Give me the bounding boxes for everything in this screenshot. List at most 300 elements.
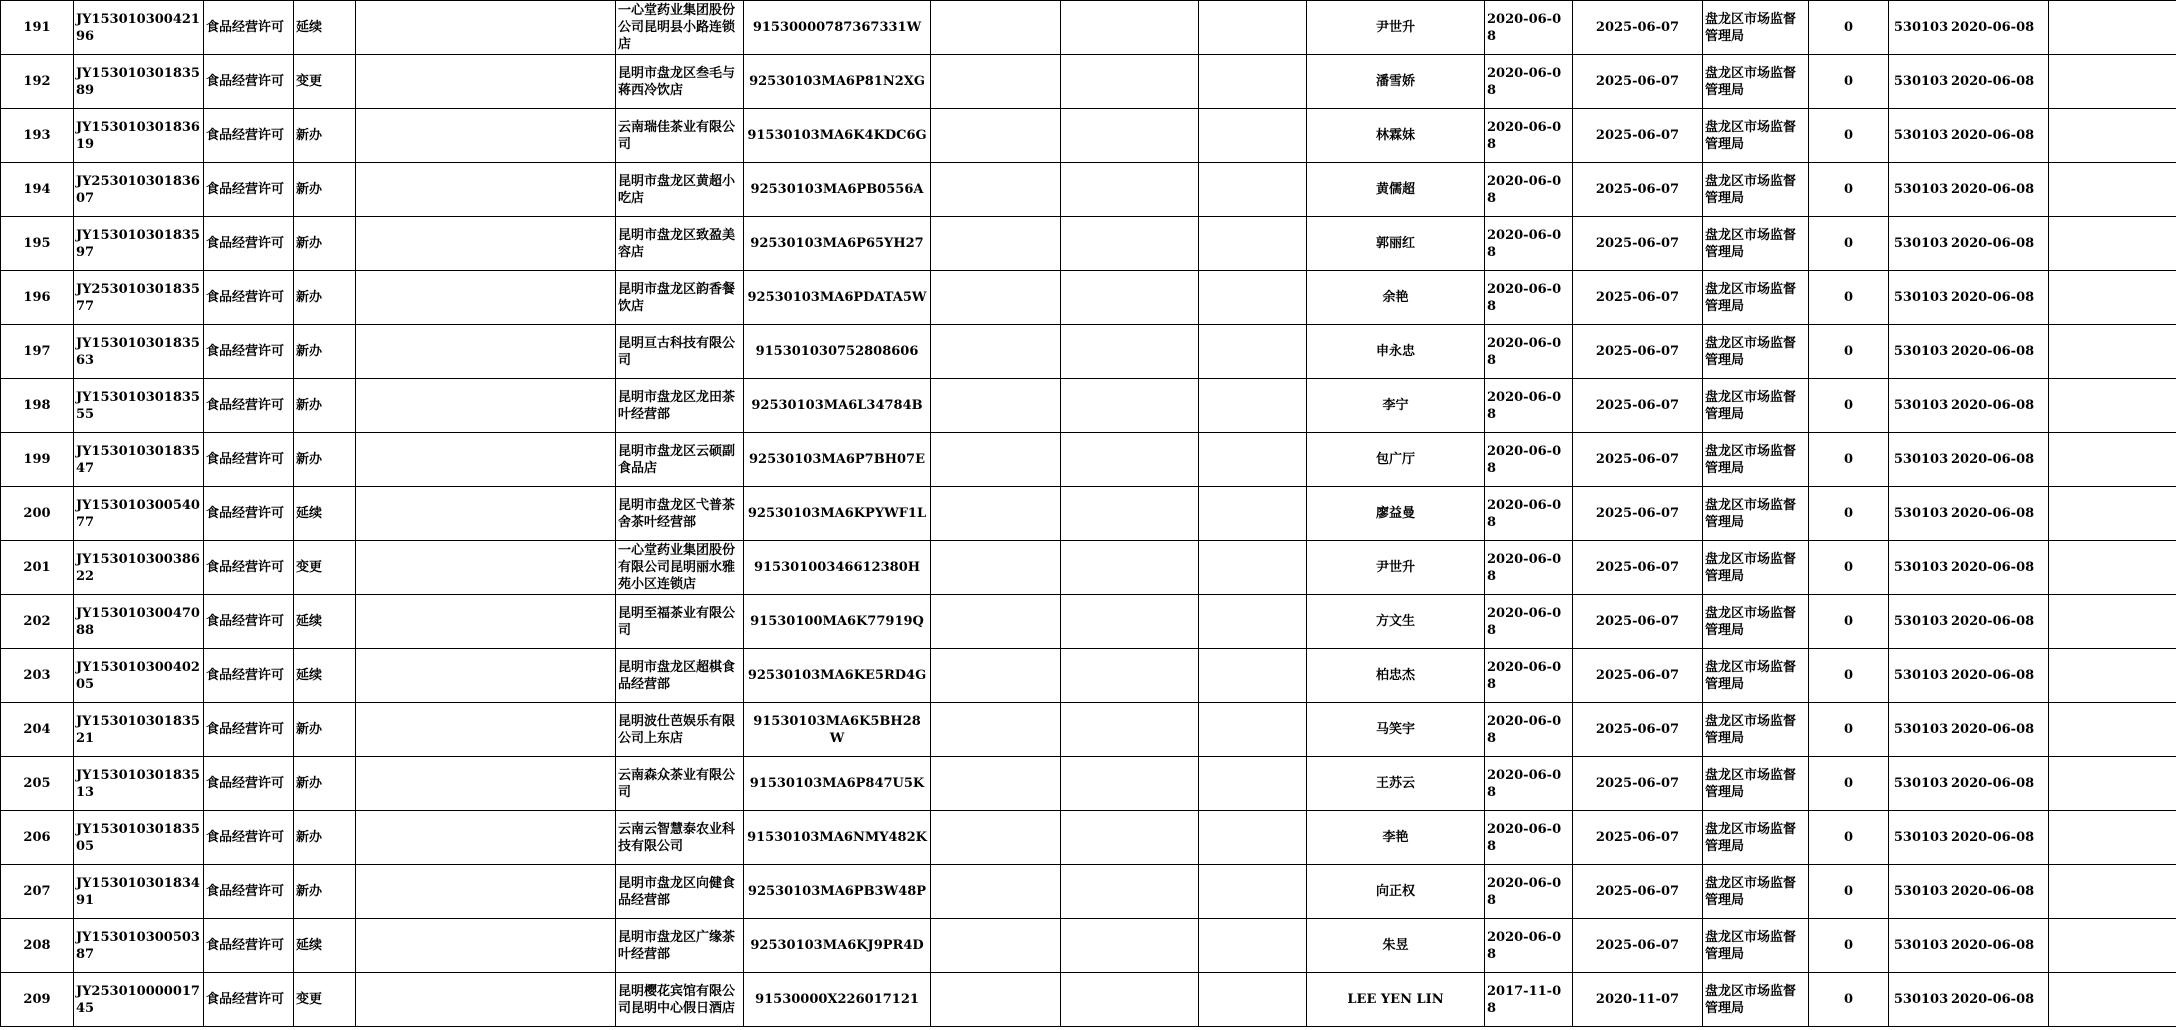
row-number[interactable]: 202: [1, 595, 74, 649]
empty-cell[interactable]: [356, 1, 616, 55]
credit-code[interactable]: 91530103MA6K4KDC6G: [744, 109, 931, 163]
business-name[interactable]: 昆明亘古科技有限公司: [616, 325, 744, 379]
empty-cell[interactable]: [356, 109, 616, 163]
authority[interactable]: 盘龙区市场监督管理局: [1703, 919, 1809, 973]
authority[interactable]: 盘龙区市场监督管理局: [1703, 811, 1809, 865]
empty-cell[interactable]: [1061, 811, 1199, 865]
empty-cell[interactable]: [1061, 649, 1199, 703]
status-code[interactable]: 0: [1809, 649, 1889, 703]
valid-from[interactable]: 2020-06-08: [1485, 649, 1573, 703]
row-number[interactable]: 199: [1, 433, 74, 487]
empty-cell[interactable]: [356, 541, 616, 595]
license-number[interactable]: JY15301030183619: [74, 109, 204, 163]
empty-cell[interactable]: [1061, 163, 1199, 217]
valid-from[interactable]: 2020-06-08: [1485, 595, 1573, 649]
legal-person[interactable]: 向正权: [1307, 865, 1485, 919]
empty-cell[interactable]: [931, 379, 1061, 433]
authority[interactable]: 盘龙区市场监督管理局: [1703, 433, 1809, 487]
authority[interactable]: 盘龙区市场监督管理局: [1703, 217, 1809, 271]
status-code[interactable]: 0: [1809, 163, 1889, 217]
action-type[interactable]: 新办: [294, 865, 356, 919]
action-type[interactable]: 延续: [294, 649, 356, 703]
empty-cell[interactable]: [2049, 487, 2176, 541]
status-code[interactable]: 0: [1809, 433, 1889, 487]
permit-type[interactable]: 食品经营许可: [204, 757, 294, 811]
legal-person[interactable]: 朱昱: [1307, 919, 1485, 973]
permit-type[interactable]: 食品经营许可: [204, 865, 294, 919]
valid-to[interactable]: 2025-06-07: [1573, 919, 1703, 973]
empty-cell[interactable]: [1061, 325, 1199, 379]
empty-cell[interactable]: [2049, 649, 2176, 703]
empty-cell[interactable]: [2049, 973, 2176, 1027]
action-type[interactable]: 新办: [294, 109, 356, 163]
authority[interactable]: 盘龙区市场监督管理局: [1703, 109, 1809, 163]
permit-type[interactable]: 食品经营许可: [204, 649, 294, 703]
status-code[interactable]: 0: [1809, 325, 1889, 379]
action-type[interactable]: 变更: [294, 973, 356, 1027]
valid-from[interactable]: 2020-06-08: [1485, 109, 1573, 163]
valid-to[interactable]: 2025-06-07: [1573, 811, 1703, 865]
credit-code[interactable]: 92530103MA6KJ9PR4D: [744, 919, 931, 973]
empty-cell[interactable]: [356, 163, 616, 217]
row-number[interactable]: 205: [1, 757, 74, 811]
valid-from[interactable]: 2020-06-08: [1485, 379, 1573, 433]
empty-cell[interactable]: [1199, 541, 1307, 595]
empty-cell[interactable]: [2049, 109, 2176, 163]
authority[interactable]: 盘龙区市场监督管理局: [1703, 595, 1809, 649]
area-code-and-date[interactable]: [1889, 271, 2049, 325]
action-type[interactable]: 延续: [294, 1, 356, 55]
empty-cell[interactable]: [931, 433, 1061, 487]
status-code[interactable]: 0: [1809, 1, 1889, 55]
status-code[interactable]: 0: [1809, 703, 1889, 757]
action-type[interactable]: 新办: [294, 703, 356, 757]
empty-cell[interactable]: [356, 703, 616, 757]
legal-person[interactable]: 尹世升: [1307, 541, 1485, 595]
valid-to[interactable]: 2025-06-07: [1573, 379, 1703, 433]
empty-cell[interactable]: [1199, 487, 1307, 541]
legal-person[interactable]: 郭丽红: [1307, 217, 1485, 271]
empty-cell[interactable]: [1199, 703, 1307, 757]
legal-person[interactable]: 申永忠: [1307, 325, 1485, 379]
empty-cell[interactable]: [2049, 1, 2176, 55]
area-code-and-date[interactable]: [1889, 433, 2049, 487]
empty-cell[interactable]: [356, 325, 616, 379]
valid-from[interactable]: 2020-06-08: [1485, 541, 1573, 595]
business-name[interactable]: 一心堂药业集团股份公司昆明县小路连锁店: [616, 1, 744, 55]
empty-cell[interactable]: [2049, 703, 2176, 757]
credit-code[interactable]: 91530000787367331W: [744, 1, 931, 55]
empty-cell[interactable]: [356, 595, 616, 649]
legal-person[interactable]: 廖益曼: [1307, 487, 1485, 541]
action-type[interactable]: 新办: [294, 433, 356, 487]
empty-cell[interactable]: [931, 811, 1061, 865]
authority[interactable]: 盘龙区市场监督管理局: [1703, 541, 1809, 595]
valid-from[interactable]: 2020-06-08: [1485, 325, 1573, 379]
valid-to[interactable]: 2025-06-07: [1573, 163, 1703, 217]
valid-from[interactable]: 2020-06-08: [1485, 55, 1573, 109]
credit-code[interactable]: 92530103MA6PB0556A: [744, 163, 931, 217]
action-type[interactable]: 新办: [294, 271, 356, 325]
empty-cell[interactable]: [2049, 217, 2176, 271]
credit-code[interactable]: 91530103MA6NMY482K: [744, 811, 931, 865]
credit-code[interactable]: 92530103MA6P7BH07E: [744, 433, 931, 487]
area-code-and-date[interactable]: [1889, 811, 2049, 865]
permit-type[interactable]: 食品经营许可: [204, 109, 294, 163]
empty-cell[interactable]: [1061, 757, 1199, 811]
empty-cell[interactable]: [1199, 757, 1307, 811]
permit-type[interactable]: 食品经营许可: [204, 541, 294, 595]
empty-cell[interactable]: [1199, 325, 1307, 379]
permit-type[interactable]: 食品经营许可: [204, 973, 294, 1027]
status-code[interactable]: 0: [1809, 919, 1889, 973]
empty-cell[interactable]: [931, 865, 1061, 919]
valid-to[interactable]: 2025-06-07: [1573, 325, 1703, 379]
status-code[interactable]: 0: [1809, 217, 1889, 271]
license-number[interactable]: JY15301030183513: [74, 757, 204, 811]
business-name[interactable]: 昆明市盘龙区致盈美容店: [616, 217, 744, 271]
row-number[interactable]: 204: [1, 703, 74, 757]
license-number[interactable]: JY15301030183547: [74, 433, 204, 487]
status-code[interactable]: 0: [1809, 595, 1889, 649]
legal-person[interactable]: 林霖妹: [1307, 109, 1485, 163]
row-number[interactable]: 192: [1, 55, 74, 109]
empty-cell[interactable]: [1061, 973, 1199, 1027]
area-code-and-date[interactable]: [1889, 865, 2049, 919]
status-code[interactable]: 0: [1809, 487, 1889, 541]
authority[interactable]: 盘龙区市场监督管理局: [1703, 703, 1809, 757]
license-number[interactable]: JY15301030042196: [74, 1, 204, 55]
business-name[interactable]: 昆明市盘龙区黄超小吃店: [616, 163, 744, 217]
valid-to[interactable]: 2025-06-07: [1573, 55, 1703, 109]
empty-cell[interactable]: [2049, 55, 2176, 109]
valid-to[interactable]: 2025-06-07: [1573, 217, 1703, 271]
credit-code[interactable]: 91530100346612380H: [744, 541, 931, 595]
status-code[interactable]: 0: [1809, 541, 1889, 595]
empty-cell[interactable]: [931, 649, 1061, 703]
valid-to[interactable]: 2020-11-07: [1573, 973, 1703, 1027]
legal-person[interactable]: 李艳: [1307, 811, 1485, 865]
license-number[interactable]: JY15301030040205: [74, 649, 204, 703]
status-code[interactable]: 0: [1809, 973, 1889, 1027]
row-number[interactable]: 197: [1, 325, 74, 379]
area-code-and-date[interactable]: [1889, 541, 2049, 595]
row-number[interactable]: 195: [1, 217, 74, 271]
empty-cell[interactable]: [1061, 1, 1199, 55]
empty-cell[interactable]: [356, 811, 616, 865]
empty-cell[interactable]: [2049, 595, 2176, 649]
authority[interactable]: 盘龙区市场监督管理局: [1703, 379, 1809, 433]
credit-code[interactable]: 91530103075280860​6: [744, 325, 931, 379]
legal-person[interactable]: 包广厅: [1307, 433, 1485, 487]
empty-cell[interactable]: [356, 487, 616, 541]
credit-code[interactable]: 92530103MA6PDATA5W: [744, 271, 931, 325]
empty-cell[interactable]: [1061, 379, 1199, 433]
legal-person[interactable]: 余艳: [1307, 271, 1485, 325]
empty-cell[interactable]: [931, 217, 1061, 271]
empty-cell[interactable]: [356, 649, 616, 703]
permit-type[interactable]: 食品经营许可: [204, 811, 294, 865]
valid-to[interactable]: 2025-06-07: [1573, 109, 1703, 163]
empty-cell[interactable]: [356, 973, 616, 1027]
valid-to[interactable]: 2025-06-07: [1573, 649, 1703, 703]
valid-from[interactable]: 2020-06-08: [1485, 271, 1573, 325]
business-name[interactable]: 云南森众茶业有限公司: [616, 757, 744, 811]
empty-cell[interactable]: [2049, 865, 2176, 919]
row-number[interactable]: 203: [1, 649, 74, 703]
valid-to[interactable]: 2025-06-07: [1573, 487, 1703, 541]
permit-type[interactable]: 食品经营许可: [204, 271, 294, 325]
valid-from[interactable]: 2020-06-08: [1485, 703, 1573, 757]
empty-cell[interactable]: [1199, 217, 1307, 271]
area-code-and-date[interactable]: [1889, 109, 2049, 163]
authority[interactable]: 盘龙区市场监督管理局: [1703, 271, 1809, 325]
valid-to[interactable]: 2025-06-07: [1573, 865, 1703, 919]
legal-person[interactable]: 柏忠杰: [1307, 649, 1485, 703]
credit-code[interactable]: 92530103MA6P81N2XG: [744, 55, 931, 109]
action-type[interactable]: 新办: [294, 757, 356, 811]
valid-from[interactable]: 2020-06-08: [1485, 865, 1573, 919]
empty-cell[interactable]: [1199, 163, 1307, 217]
legal-person[interactable]: LEE YEN LIN: [1307, 973, 1485, 1027]
empty-cell[interactable]: [931, 541, 1061, 595]
authority[interactable]: 盘龙区市场监督管理局: [1703, 163, 1809, 217]
empty-cell[interactable]: [1061, 217, 1199, 271]
action-type[interactable]: 新办: [294, 379, 356, 433]
permit-type[interactable]: 食品经营许可: [204, 919, 294, 973]
legal-person[interactable]: 尹世升: [1307, 1, 1485, 55]
action-type[interactable]: 新办: [294, 811, 356, 865]
empty-cell[interactable]: [931, 163, 1061, 217]
valid-to[interactable]: 2025-06-07: [1573, 541, 1703, 595]
empty-cell[interactable]: [1199, 595, 1307, 649]
status-code[interactable]: 0: [1809, 865, 1889, 919]
business-name[interactable]: 昆明波仕芭娱乐有限公司上东店: [616, 703, 744, 757]
empty-cell[interactable]: [1061, 433, 1199, 487]
row-number[interactable]: 207: [1, 865, 74, 919]
license-number[interactable]: JY25301030183577: [74, 271, 204, 325]
empty-cell[interactable]: [931, 55, 1061, 109]
empty-cell[interactable]: [356, 757, 616, 811]
authority[interactable]: 盘龙区市场监督管理局: [1703, 973, 1809, 1027]
credit-code[interactable]: 92530103MA6P65YH27: [744, 217, 931, 271]
area-code-and-date[interactable]: [1889, 1, 2049, 55]
credit-code[interactable]: 91530103MA6P847U5K: [744, 757, 931, 811]
empty-cell[interactable]: [2049, 541, 2176, 595]
action-type[interactable]: 新办: [294, 163, 356, 217]
empty-cell[interactable]: [356, 865, 616, 919]
permit-type[interactable]: 食品经营许可: [204, 163, 294, 217]
business-name[interactable]: 昆明市盘龙区向健食品经营部: [616, 865, 744, 919]
area-code-and-date[interactable]: [1889, 919, 2049, 973]
empty-cell[interactable]: [931, 595, 1061, 649]
permit-type[interactable]: 食品经营许可: [204, 433, 294, 487]
credit-code[interactable]: 91530000X226017121: [744, 973, 931, 1027]
area-code-and-date[interactable]: [1889, 55, 2049, 109]
business-name[interactable]: 昆明市盘龙区叁毛与蒋西冷饮店: [616, 55, 744, 109]
authority[interactable]: 盘龙区市场监督管理局: [1703, 757, 1809, 811]
empty-cell[interactable]: [931, 1, 1061, 55]
license-number[interactable]: JY15301030183563: [74, 325, 204, 379]
permit-type[interactable]: 食品经营许可: [204, 1, 294, 55]
row-number[interactable]: 196: [1, 271, 74, 325]
valid-from[interactable]: 2020-06-08: [1485, 217, 1573, 271]
empty-cell[interactable]: [356, 919, 616, 973]
empty-cell[interactable]: [2049, 919, 2176, 973]
empty-cell[interactable]: [931, 271, 1061, 325]
valid-to[interactable]: 2025-06-07: [1573, 433, 1703, 487]
business-name[interactable]: 昆明市盘龙区广缘茶叶经营部: [616, 919, 744, 973]
empty-cell[interactable]: [356, 433, 616, 487]
row-number[interactable]: 209: [1, 973, 74, 1027]
empty-cell[interactable]: [931, 973, 1061, 1027]
row-number[interactable]: 193: [1, 109, 74, 163]
empty-cell[interactable]: [1199, 109, 1307, 163]
row-number[interactable]: 194: [1, 163, 74, 217]
legal-person[interactable]: 黄儒超: [1307, 163, 1485, 217]
row-number[interactable]: 200: [1, 487, 74, 541]
license-number[interactable]: JY15301030050387: [74, 919, 204, 973]
empty-cell[interactable]: [1061, 703, 1199, 757]
license-number[interactable]: JY15301030183589: [74, 55, 204, 109]
legal-person[interactable]: 马笑宇: [1307, 703, 1485, 757]
action-type[interactable]: 变更: [294, 541, 356, 595]
row-number[interactable]: 191: [1, 1, 74, 55]
row-number[interactable]: 206: [1, 811, 74, 865]
valid-from[interactable]: 2020-06-08: [1485, 163, 1573, 217]
empty-cell[interactable]: [1199, 811, 1307, 865]
action-type[interactable]: 延续: [294, 595, 356, 649]
valid-from[interactable]: 2020-06-08: [1485, 919, 1573, 973]
empty-cell[interactable]: [1199, 271, 1307, 325]
empty-cell[interactable]: [1199, 1, 1307, 55]
action-type[interactable]: 新办: [294, 325, 356, 379]
credit-code[interactable]: 92530103MA6KE5RD4G: [744, 649, 931, 703]
action-type[interactable]: 新办: [294, 217, 356, 271]
business-name[interactable]: 昆明市盘龙区弋普茶舍茶叶经营部: [616, 487, 744, 541]
empty-cell[interactable]: [1061, 595, 1199, 649]
license-number[interactable]: JY25301030183607: [74, 163, 204, 217]
valid-to[interactable]: 2025-06-07: [1573, 703, 1703, 757]
empty-cell[interactable]: [931, 487, 1061, 541]
action-type[interactable]: 延续: [294, 487, 356, 541]
license-number[interactable]: JY15301030183521: [74, 703, 204, 757]
permit-type[interactable]: 食品经营许可: [204, 487, 294, 541]
business-name[interactable]: 云南瑞佳茶业有限公司: [616, 109, 744, 163]
empty-cell[interactable]: [2049, 163, 2176, 217]
area-code-and-date[interactable]: [1889, 379, 2049, 433]
row-number[interactable]: 198: [1, 379, 74, 433]
legal-person[interactable]: 方文生: [1307, 595, 1485, 649]
empty-cell[interactable]: [2049, 325, 2176, 379]
license-number[interactable]: JY15301030038622: [74, 541, 204, 595]
authority[interactable]: 盘龙区市场监督管理局: [1703, 649, 1809, 703]
valid-from[interactable]: 2020-06-08: [1485, 757, 1573, 811]
business-name[interactable]: 昆明市盘龙区云硕副食品店: [616, 433, 744, 487]
area-code-and-date[interactable]: [1889, 325, 2049, 379]
empty-cell[interactable]: [2049, 379, 2176, 433]
credit-code[interactable]: 92530103MA6L34784B: [744, 379, 931, 433]
status-code[interactable]: 0: [1809, 379, 1889, 433]
area-code-and-date[interactable]: [1889, 973, 2049, 1027]
valid-from[interactable]: 2020-06-08: [1485, 1, 1573, 55]
empty-cell[interactable]: [356, 379, 616, 433]
area-code-and-date[interactable]: [1889, 487, 2049, 541]
valid-from[interactable]: 2020-06-08: [1485, 433, 1573, 487]
valid-from[interactable]: 2020-06-08: [1485, 487, 1573, 541]
empty-cell[interactable]: [2049, 271, 2176, 325]
empty-cell[interactable]: [931, 757, 1061, 811]
action-type[interactable]: 变更: [294, 55, 356, 109]
permit-type[interactable]: 食品经营许可: [204, 55, 294, 109]
empty-cell[interactable]: [1199, 919, 1307, 973]
license-number[interactable]: JY15301030054077: [74, 487, 204, 541]
license-number[interactable]: JY15301030183491: [74, 865, 204, 919]
valid-from[interactable]: 2017-11-08: [1485, 973, 1573, 1027]
license-number[interactable]: JY15301030183555: [74, 379, 204, 433]
area-code-and-date[interactable]: [1889, 703, 2049, 757]
empty-cell[interactable]: [1061, 55, 1199, 109]
empty-cell[interactable]: [2049, 757, 2176, 811]
empty-cell[interactable]: [1061, 541, 1199, 595]
status-code[interactable]: 0: [1809, 271, 1889, 325]
legal-person[interactable]: 潘雪娇: [1307, 55, 1485, 109]
credit-code[interactable]: 91530100MA6K77919Q: [744, 595, 931, 649]
credit-code[interactable]: 92530103MA6PB3W48P: [744, 865, 931, 919]
empty-cell[interactable]: [1199, 649, 1307, 703]
business-name[interactable]: 昆明市盘龙区龙田茶叶经营部: [616, 379, 744, 433]
valid-from[interactable]: 2020-06-08: [1485, 811, 1573, 865]
license-number[interactable]: JY15301030183505: [74, 811, 204, 865]
legal-person[interactable]: 李宁: [1307, 379, 1485, 433]
authority[interactable]: 盘龙区市场监督管理局: [1703, 487, 1809, 541]
credit-code[interactable]: 91530103MA6K5BH28W: [744, 703, 931, 757]
empty-cell[interactable]: [1061, 919, 1199, 973]
authority[interactable]: 盘龙区市场监督管理局: [1703, 55, 1809, 109]
empty-cell[interactable]: [1199, 865, 1307, 919]
action-type[interactable]: 延续: [294, 919, 356, 973]
status-code[interactable]: 0: [1809, 757, 1889, 811]
business-name[interactable]: 云南云智慧泰农业科技有限公司: [616, 811, 744, 865]
empty-cell[interactable]: [356, 271, 616, 325]
legal-person[interactable]: 王苏云: [1307, 757, 1485, 811]
status-code[interactable]: 0: [1809, 55, 1889, 109]
area-code-and-date[interactable]: [1889, 595, 2049, 649]
permit-type[interactable]: 食品经营许可: [204, 703, 294, 757]
permit-type[interactable]: 食品经营许可: [204, 379, 294, 433]
empty-cell[interactable]: [1061, 865, 1199, 919]
area-code-and-date[interactable]: [1889, 163, 2049, 217]
valid-to[interactable]: 2025-06-07: [1573, 595, 1703, 649]
empty-cell[interactable]: [1061, 271, 1199, 325]
valid-to[interactable]: 2025-06-07: [1573, 1, 1703, 55]
valid-to[interactable]: 2025-06-07: [1573, 271, 1703, 325]
authority[interactable]: 盘龙区市场监督管理局: [1703, 325, 1809, 379]
empty-cell[interactable]: [2049, 433, 2176, 487]
area-code-and-date[interactable]: [1889, 649, 2049, 703]
empty-cell[interactable]: [356, 217, 616, 271]
business-name[interactable]: 一心堂药业集团股份有限公司昆明丽水雅苑小区连锁店: [616, 541, 744, 595]
empty-cell[interactable]: [931, 703, 1061, 757]
business-name[interactable]: 昆明市盘龙区超棋食品经营部: [616, 649, 744, 703]
area-code-and-date[interactable]: [1889, 757, 2049, 811]
permit-type[interactable]: 食品经营许可: [204, 595, 294, 649]
area-code-and-date[interactable]: [1889, 217, 2049, 271]
status-code[interactable]: 0: [1809, 811, 1889, 865]
empty-cell[interactable]: [1199, 433, 1307, 487]
permit-type[interactable]: 食品经营许可: [204, 325, 294, 379]
empty-cell[interactable]: [931, 109, 1061, 163]
